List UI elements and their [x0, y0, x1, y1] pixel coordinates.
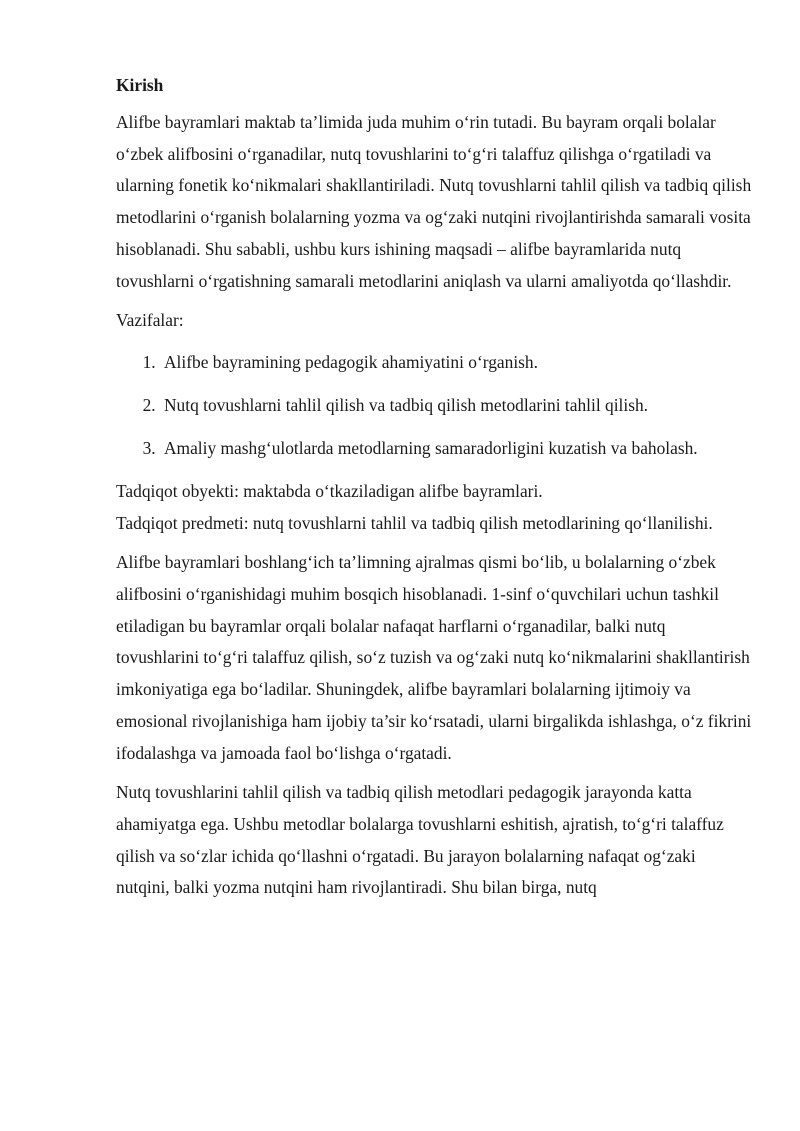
task-item: 2. Nutq tovushlarni tahlil qilish va tadbiq qilish metodlarini tahlil qilish.: [160, 390, 752, 421]
body-paragraph: Alifbe bayramlari boshlang‘ich ta’limning ajralmas qismi bo‘lib, u bolalarning o‘zbek alifbosini o‘rganishidagi muhim bosqich hisoblanadi. 1-sinf o‘quvchilari uchun tashkil etiladigan bu bayramlar orqali bolalar nafaqat harflarni o‘rganadilar, balki nutq tovushlarini to‘g‘ri talaffuz qilish, so‘z tuzish va og‘zaki nutq ko‘nikmalarini shakllantirish imkoniyatiga ega bo‘ladilar. Shuningdek, alifbe bayramlari bolalarning ijtimoiy va emosional rivojlanishiga ham ijobiy ta’sir ko‘rsatadi, ularni birgalikda ishlashga, o‘z fikrini ifodalashga va jamoada faol bo‘lishga o‘rgatadi.: [116, 552, 752, 763]
task-item: 3. Amaliy mashg‘ulotlarda metodlarning samaradorligini kuzatish va baholash.: [160, 433, 752, 464]
document-body: [116, 70, 752, 912]
task-item: 1. Alifbe bayramining pedagogik ahamiyatini o‘rganish.: [160, 347, 752, 378]
research-object: Tadqiqot obyekti: maktabda o‘tkaziladigan alifbe bayramlari.: [116, 480, 543, 501]
tasks-list: [116, 347, 752, 464]
section-heading: Kirish: [116, 75, 164, 95]
research-subject: Tadqiqot predmeti: nutq tovushlarni tahlil va tadbiq qilish metodlarining qo‘llanilishi.: [116, 512, 713, 533]
intro-paragraph: Alifbe bayramlari maktab ta’limida juda muhim o‘rin tutadi. Bu bayram orqali bolalar o‘zbek alifbosini o‘rganadilar, nutq tovushlarini to‘g‘ri talaffuz qilishga o‘rgatiladi va ularning fonetik ko‘nikmalari shakllantiriladi. Nutq tovushlarni tahlil qilish va tadbiq qilish metodlarini o‘rganish bolalarning yozma va og‘zaki nutqini rivojlantirishda samarali vosita hisoblanadi. Shu sababli, ushbu kurs ishining maqsadi – alifbe bayramlarida nutq tovushlarni o‘rgatishning samarali metodlarini aniqlash va ularni amaliyotda qo‘llashdir.: [116, 112, 752, 291]
tasks-label: Vazifalar:: [116, 310, 184, 331]
body-paragraph: Nutq tovushlarini tahlil qilish va tadbiq qilish metodlari pedagogik jarayonda katta ahamiyatga ega. Ushbu metodlar bolalarga tovushlarni eshitish, ajratish, to‘g‘ri talaffuz qilish va so‘zlar ichida qo‘llashni o‘rgatadi. Bu jarayon bolalarning nafaqat og‘zaki nutqini, balki yozma nutqini ham rivojlantiradi. Shu bilan birga, nutq: [116, 782, 724, 898]
